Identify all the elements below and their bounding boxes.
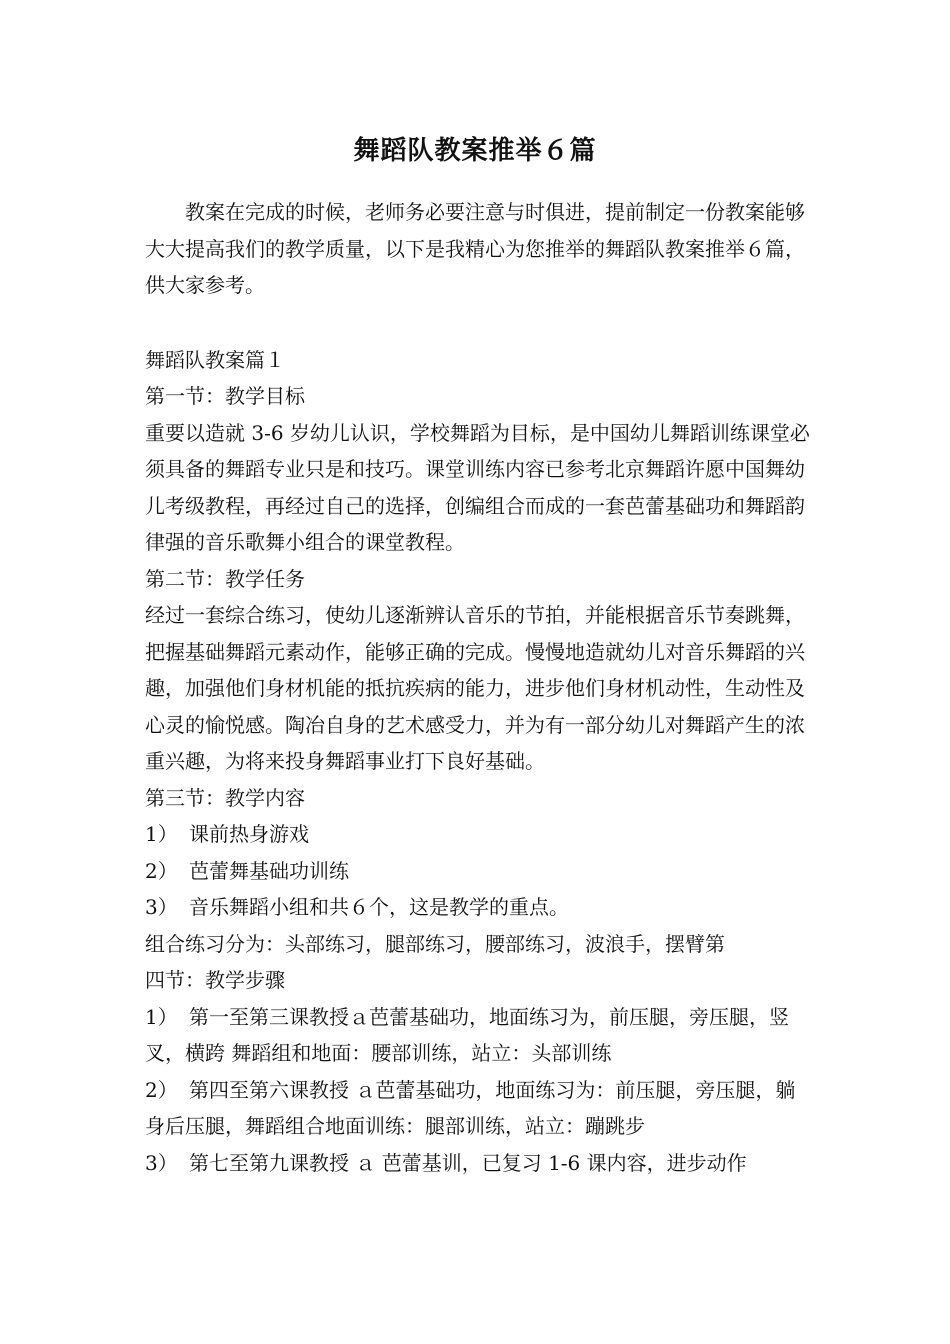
page-title: 舞蹈队教案推举６篇 (353, 136, 597, 166)
list-item-text: 音乐舞蹈小组和共６个，这是教学的重点。 (189, 895, 569, 919)
list-item-number: 2） (145, 1077, 178, 1102)
list-item-number: 1） (145, 1004, 178, 1029)
part2-heading: 第二节：教学任务 (145, 566, 305, 591)
part1-heading: 第一节：教学目标 (145, 384, 305, 408)
part3-note: 组合练习分为：头部练习，腿部练习，腰部练习，波浪手，摆臂第 (145, 931, 725, 956)
list-item (145, 853, 813, 890)
intro-paragraph: 教案在完成的时候，老师务必要注意与时俱进，提前制定一份教案能够大大提高我们的教学质量，以下是我精心为您推举的舞蹈队教案推举６篇，供大家参考。 (145, 200, 805, 297)
part2-text: 经过一套综合练习，使幼儿逐渐辨认音乐的节拍，并能根据音乐节奏跳舞，把握基础舞蹈元素动作，能够正确的完成。慢慢地造就幼儿对音乐舞蹈的兴趣，加强他们身材机能的抵抗疾病的能力，进步他们身材机动性，生动性及心灵的愉悦感。陶冶自身的艺术感受力，并为有一部分幼儿对舞蹈产生的浓重兴趣，为将来投身舞蹈事业打下良好基础。 (145, 603, 805, 773)
part1-text: 重要以造就 3-6 岁幼儿认识，学校舞蹈为目标，是中国幼儿舞蹈训练课堂必须具备的舞蹈专业只是和技巧。课堂训练内容已参考北京舞蹈许愿中国舞幼儿考级教程，再经过自己的选择，创编组合而成的一套芭蕾基础功和舞蹈韵律强的音乐歌舞小组合的课堂教程。 (145, 420, 810, 554)
list-item-number: 2） (145, 858, 178, 883)
list-item (145, 816, 813, 853)
document-body (145, 194, 813, 1181)
list-item (145, 999, 813, 1072)
part3-heading: 第三节：教学内容 (145, 785, 305, 810)
section-title: 舞蹈队教案篇１ (145, 347, 285, 372)
list-item-number: 3） (145, 1150, 178, 1175)
list-item-number: 3） (145, 895, 178, 919)
paragraph-gap (145, 304, 813, 342)
list-item-number: 1） (145, 822, 178, 846)
list-item-text: 第一至第三课教授ａ芭蕾基础功，地面练习为，前压腿，旁压腿，竖叉，横跨 舞蹈组和地面：腰部训练，站立：头部训练 (145, 1004, 789, 1065)
list-item (145, 1145, 813, 1182)
list-item-text: 第七至第九课教授 ａ 芭蕾基训，已复习 1-6 课内容，进步动作 (189, 1150, 747, 1175)
list-item-text: 课前热身游戏 (189, 822, 309, 846)
list-item (145, 889, 813, 926)
list-item-text: 芭蕾舞基础功训练 (189, 858, 349, 883)
part4-heading: 四节：教学步骤 (145, 968, 285, 992)
list-item (145, 1072, 813, 1145)
list-item-text: 第四至第六课教授 ａ芭蕾基础功，地面练习为：前压腿，旁压腿，躺身后压腿，舞蹈组合地面训练：腿部训练，站立：蹦跳步 (145, 1077, 796, 1138)
